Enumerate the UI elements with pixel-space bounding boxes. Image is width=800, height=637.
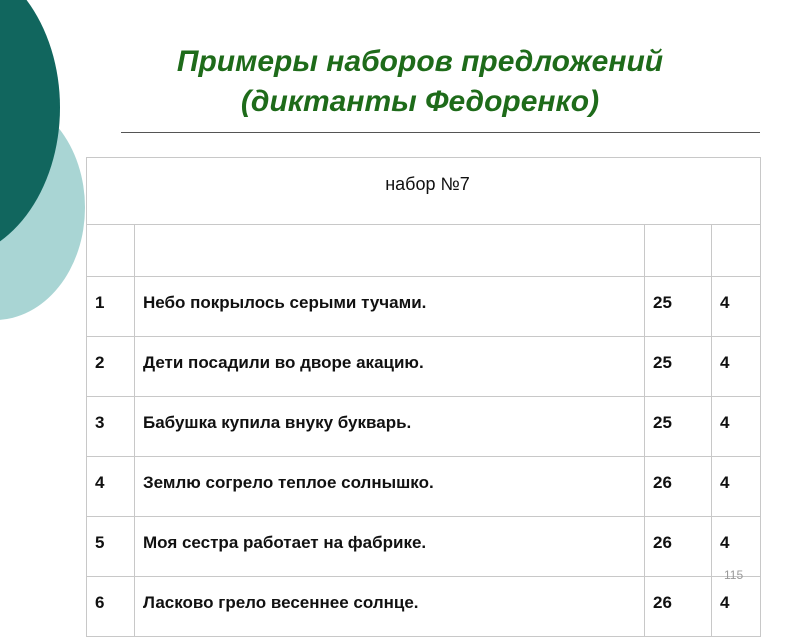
words-count-cell: 4 bbox=[712, 397, 761, 457]
sentence-cell: Бабушка купила внуку букварь. bbox=[135, 397, 645, 457]
table-row bbox=[87, 577, 761, 637]
title-line-2: (диктанты Федоренко) bbox=[240, 85, 600, 118]
empty-cell bbox=[135, 225, 645, 277]
sentence-cell: Дети посадили во дворе акацию. bbox=[135, 337, 645, 397]
row-number: 4 bbox=[87, 457, 135, 517]
table-row bbox=[87, 517, 761, 577]
slide-title bbox=[120, 42, 720, 122]
table-row bbox=[87, 457, 761, 517]
empty-cell bbox=[712, 225, 761, 277]
words-count-cell: 4 bbox=[712, 337, 761, 397]
table-row bbox=[87, 397, 761, 457]
set-header: набор №7 bbox=[87, 158, 761, 225]
words-count-cell: 4 bbox=[712, 517, 761, 577]
letters-count-cell: 26 bbox=[645, 577, 712, 637]
letters-count-cell: 26 bbox=[645, 517, 712, 577]
empty-cell bbox=[645, 225, 712, 277]
sentence-cell: Небо покрылось серыми тучами. bbox=[135, 277, 645, 337]
sentence-set-table bbox=[86, 157, 761, 637]
letters-count-cell: 25 bbox=[645, 337, 712, 397]
row-number: 6 bbox=[87, 577, 135, 637]
row-number: 2 bbox=[87, 337, 135, 397]
row-number: 1 bbox=[87, 277, 135, 337]
row-number: 5 bbox=[87, 517, 135, 577]
sentence-cell: Ласково грело весеннее солнце. bbox=[135, 577, 645, 637]
empty-row bbox=[87, 225, 761, 277]
letters-count-cell: 25 bbox=[645, 277, 712, 337]
words-count-cell: 4 bbox=[712, 577, 761, 637]
letters-count-cell: 26 bbox=[645, 457, 712, 517]
table-row bbox=[87, 337, 761, 397]
title-divider bbox=[121, 132, 760, 133]
words-count-cell: 4 bbox=[712, 277, 761, 337]
row-number: 3 bbox=[87, 397, 135, 457]
table-header-row bbox=[87, 158, 761, 225]
page-number: 115 bbox=[724, 568, 744, 582]
words-count-cell: 4 bbox=[712, 457, 761, 517]
sentence-cell: Землю согрело теплое солнышко. bbox=[135, 457, 645, 517]
letters-count-cell: 25 bbox=[645, 397, 712, 457]
title-line-1: Примеры наборов предложений bbox=[176, 45, 664, 78]
sentence-cell: Моя сестра работает на фабрике. bbox=[135, 517, 645, 577]
empty-cell bbox=[87, 225, 135, 277]
table-row bbox=[87, 277, 761, 337]
